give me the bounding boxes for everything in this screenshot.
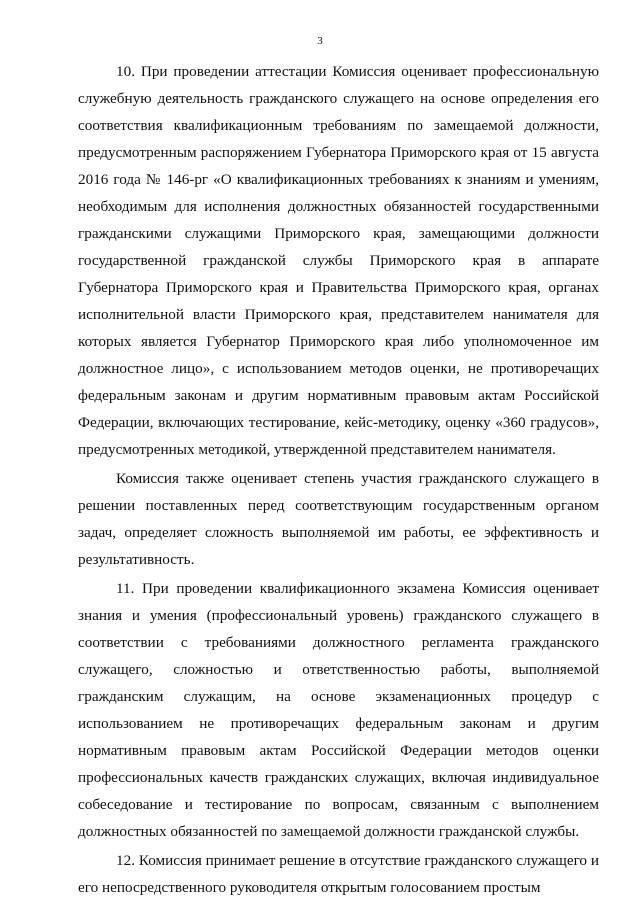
page-number: 3 (317, 35, 323, 47)
paragraph-commission-assessment: Комиссия также оценивает степень участия гражданского служащего в решении поставленных перед соответствующим государственным органом задач, определяет сложность выполняемой им работы, ее эффективность и результативность. (78, 470, 599, 568)
paragraph-11-qualification-exam: 11. При проведении квалификационного экзамена Комиссия оценивает знания и умения (профессиональный уровень) гражданского служащего в соответствии с требованиями должностного регламента гражданского служащего, сложностью и ответственностью работы, выполняемой гражданским служащим, на основе экзаменационных процедур с использованием не противоречащих федеральным законам и другим нормативным правовым актам Российской Федерации методов оценки профессиональных качеств гражданских служащих, включая индивидуальное собеседование и тестирование по вопросам, связанным с выполнением должностных обязанностей по замещаемой должности гражданской службы. (78, 580, 599, 840)
paragraph-10-attestation: 10. При проведении аттестации Комиссия оценивает профессиональную служебную деятельность гражданского служащего на основе определения его соответствия квалификационным требованиям по замещаемой должности, предусмотренным распоряжением Губернатора Приморского края от 15 августа 2016 года № 146-рг «О квалификационных требованиях к знаниям и умениям, необходимым для исполнения должностных обязанностей государственными гражданскими служащими Приморского края, замещающими должности государственной гражданской службы Приморского края в аппарате Губернатора Приморского края и Правительства Приморского края, органах исполнительной власти Приморского края, представителем нанимателя для которых является Губернатор Приморского края либо уполномоченное им должностное лицо», с использованием методов оценки, не противоречащих федеральным законам и другим нормативным правовым актам Российской Федерации, включающих тестирование, кейс-методику, оценку «360 градусов», предусмотренных методикой, утвержденной представителем нанимателя. (78, 63, 599, 458)
document-body (78, 58, 599, 901)
paragraph-12-decision: 12. Комиссия принимает решение в отсутствие гражданского служащего и его непосредственного руководителя открытым голосованием простым (78, 852, 599, 896)
